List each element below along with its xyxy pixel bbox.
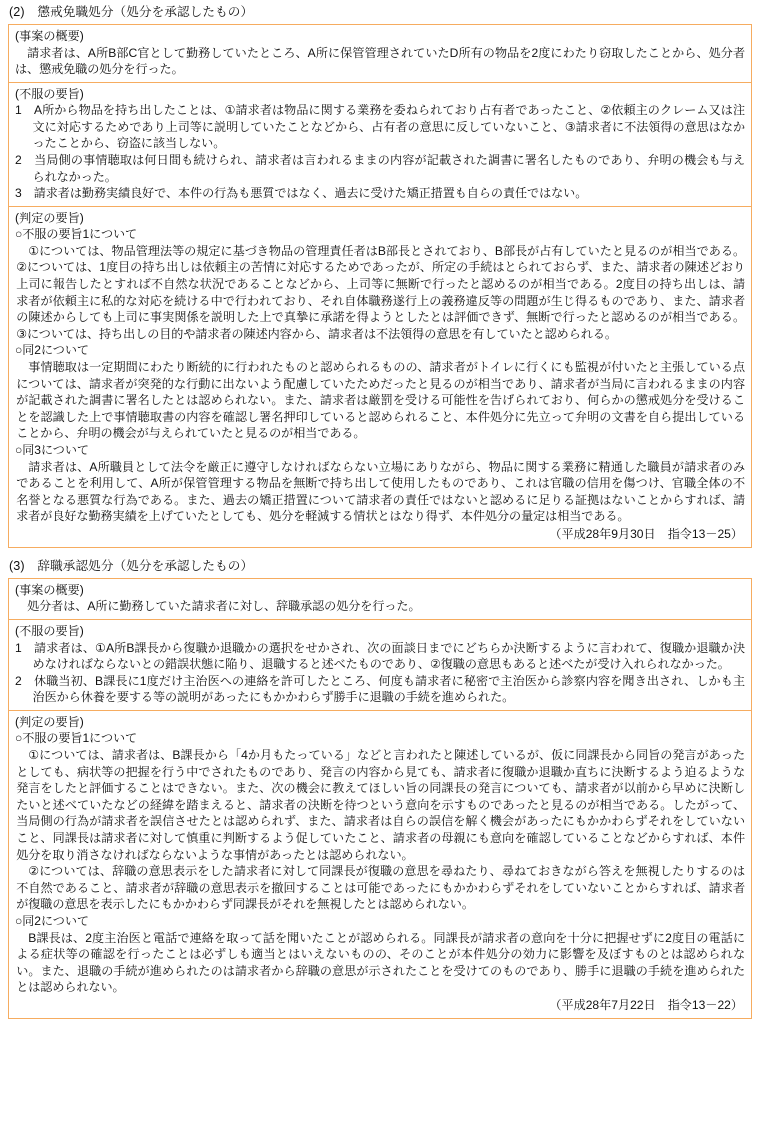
section-fufuku <box>9 619 751 710</box>
judgement-paragraph: B課長は、2度主治医と電話で連絡を取って話を聞いたことが認められる。同課長が請求者の意向を十分に把握せずに2度目の電話による症状等の確認を行ったことは必ずしも適当とはいえないものの、そのことが本件処分の効力に影響を及ぼすものとは認められない。また、退職の手続が進められたのは請求者から辞職の意思が示されたことを受けてのものであり、勝手に退職の手続を進められたとは認められない。 <box>16 930 745 995</box>
section-title: (事案の概要) <box>15 29 84 43</box>
section-paragraph: 1 請求者は、①A所B課長から復職か退職かの選択をせかされ、次の面談日までにどちらか決断するように言われて、復職か退職か決めなければならないとの錯誤状態に陥り、退職すると述べたものであり、②復職の意思もあると述べたが受け入れられなかった。 <box>15 640 745 672</box>
section-hantei <box>9 710 751 1018</box>
section-title: (事案の概要) <box>15 582 84 597</box>
section-hantei <box>9 206 751 547</box>
judgement-subheading: ○同3について <box>15 442 89 457</box>
case-box <box>8 24 752 548</box>
judgement-subheading: ○不服の要旨1について <box>15 731 138 746</box>
section-paragraph: 処分者は、A所に勤務していた請求者に対し、辞職承認の処分を行った。 <box>27 599 421 614</box>
case-block-3 <box>8 557 752 1019</box>
section-paragraph: 請求者は、A所B部C官として勤務していたところ、A所に保管管理されていたD所有の物品を2度にわたり窃取したことから、処分者は、懲戒免職の処分を行った。 <box>15 45 745 77</box>
judgement-paragraph: ②については、辞職の意思表示をした請求者に対して同課長が復職の意思を尋ねたり、尋ねておきながら答えを無視したりするのは不自然であること、請求者が辞職の意思表示を撤回することは可能であったにもかかわらずそれをしていないことからすれば、請求者が復職の意思を表示したにもかかわらず同課長がそれを無視したとは認められない。 <box>16 864 745 912</box>
section-paragraph: 3 請求者は勤務実績良好で、本件の行為も悪質ではなく、過去に受けた矯正措置も自らの責任ではない。 <box>15 186 588 201</box>
case-block-2 <box>8 3 752 548</box>
section-paragraph: 2 当局側の事情聴取は何日間も続けられ、請求者は言われるままの内容が記載された調書に署名したものであり、弁明の機会も与えられなかった。 <box>15 152 745 184</box>
section-gaiyou <box>9 579 751 619</box>
section-title: (不服の要旨) <box>15 86 84 101</box>
judgement-subheading: ○同2について <box>15 913 89 928</box>
judgement-paragraph: ①については、物品管理法等の規定に基づき物品の管理責任者はB部長とされており、B部長が占有していたと見るのが相当である。②については、1度目の持ち出しは依頼主の苦情に対応するためであったが、所定の手続はとられておらず、また、請求者の陳述どおり上司に報告したとすれば不自然な状況であることなどから、上司等に無断で行ったと認めるのが相当である。2度目の持ち出しは、請求者が依頼主に私的な対応を続ける中で行われており、それ自体職務遂行上の義務違反等の問題が生じ得るものであり、また、請求者の陳述からしても上司に事実関係を説明した上で真摯に承諾を得ようとしたとは評価できず、無断で行ったと認めるのが相当である。③については、持ち出しの目的や請求者の陳述内容から、請求者は不法領得の意思を有していたと認められる。 <box>16 243 745 341</box>
case-heading: (3) 辞職承認処分（処分を承認したもの） <box>9 558 254 573</box>
case-separator <box>8 548 752 556</box>
judgement-paragraph: 請求者は、A所職員として法令を厳正に遵守しなければならない立場にありながら、物品に関する業務に精通した職員が請求者のみであることを利用して、A所が保管管理する物品を無断で持ち出して使用したものであり、これは官職の信用を傷つけ、官職全体の不名誉となる悪質な行為である。また、過去の矯正措置について請求者の責任ではないと認めるに足りる証拠はないことからすれば、請求者が良好な勤務実績を上げていたとしても、処分を軽減する情状とはなり得ず、本件処分の量定は相当である。 <box>16 459 745 524</box>
case-heading: (2) 懲戒免職処分（処分を承認したもの） <box>9 5 254 19</box>
case-reference: （平成28年9月30日 指令13－25） <box>549 526 743 541</box>
judgement-paragraph: 事情聴取は一定期間にわたり断続的に行われたものと認められるものの、請求者がトイレに行くにも監視が付いたと主張している点については、請求者が突発的な行動に出ないよう配慮していたためだったと見るのが相当であり、請求者が当局に言われるままの内容が記載された調書に署名したとは認められない。また、請求者は厳罰を受ける可能性を告げられており、何らかの懲戒処分を受けることを認識した上で事情聴取書の内容を確認し署名押印していると認められること、本件処分に先立って弁明の文書を自ら提出していることから、弁明の機会が与えられていたと見るのが相当である。 <box>16 360 745 441</box>
judgement-paragraph: ①については、請求者は、B課長から「4か月もたっている」などと言われたと陳述しているが、仮に同課長から同旨の発言があったとしても、病状等の把握を行う中でされたものであり、発言の内容から見ても、請求者に復職か退職か直ちに決断するよう迫るような発言をしたと評価することはできない。また、次の機会に教えてほしい旨の同課長の発言についても、請求者が以前から早めに決断したいと述べていたなどの経緯を踏まえると、請求者の決断を待つという意向を示すものであったと見るのが相当である。したがって、当局側の行為が請求者を誤信させたとは認められず、また、請求者は自らの誤信を解く機会があったにもかかわらずそれをしていないこと、同課長は請求者に対して慎重に判断するよう促していたこと、請求者の母親にも意向を確認していることなどからすれば、本件処分を取り消さなければならないような事情があったとは認められない。 <box>16 748 745 862</box>
section-title: (判定の要旨) <box>15 210 84 225</box>
section-paragraph: 1 A所から物品を持ち出したことは、①請求者は物品に関する業務を委ねられており占有者であったこと、②依頼主のクレーム又は注文に対応するためであり上司等に説明していたことなどから、占有者の意思に反していないこと、③請求者に不法領得の意思はなかったことから、窃盗に該当しない。 <box>15 103 745 151</box>
section-paragraph: 2 休職当初、B課長に1度だけ主治医への連絡を許可したところ、何度も請求者に秘密で主治医から診察内容を聞き出され、しかも主治医から休養を要する等の説明があったにもかかわらず勝手に退職の手続を進められた。 <box>15 673 745 705</box>
section-gaiyou <box>9 25 751 82</box>
section-title: (判定の要旨) <box>15 714 84 729</box>
section-title: (不服の要旨) <box>15 624 84 639</box>
judgement-subheading: ○不服の要旨1について <box>15 227 138 242</box>
case-box <box>8 578 752 1019</box>
judgement-subheading: ○同2について <box>15 343 89 358</box>
section-fufuku <box>9 82 751 206</box>
case-reference: （平成28年7月22日 指令13－22） <box>549 997 743 1012</box>
